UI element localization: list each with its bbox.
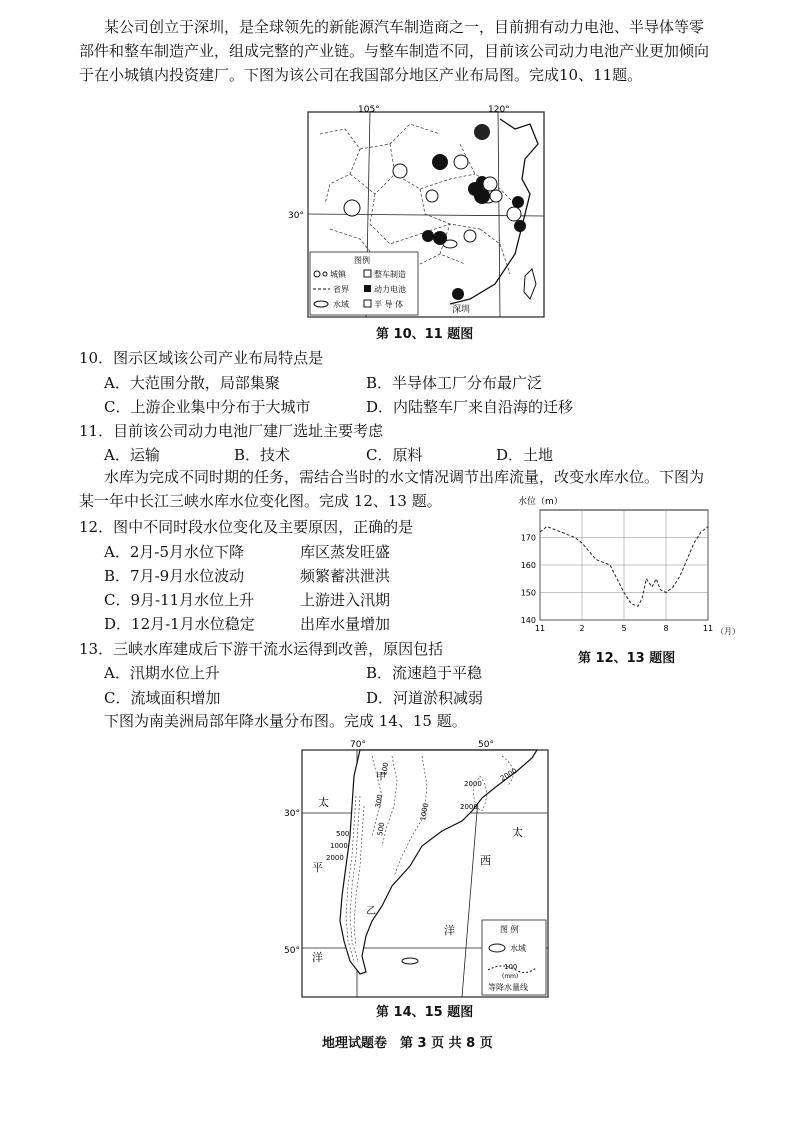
q12-option-b: B．7月-9月水位波动 [104, 567, 245, 585]
q12-option-c-reason: 上游进入汛期 [300, 591, 391, 609]
q10-option-d: D．内陆整车厂来自沿海的迁移 [366, 398, 574, 416]
map2-legend-water: 水域 [510, 944, 526, 953]
q10-option-a: A．大范围分散，局部集聚 [104, 374, 280, 392]
q13-option-a: A．汛期水位上升 [104, 664, 220, 682]
q13-option-b: B．流速趋于平稳 [366, 664, 483, 682]
intro-line-3: 于在小城镇内投资建厂。下图为该公司在我国部分地区产业布局图。完成10、11题。 [79, 66, 643, 84]
chart-y-tick: 140 [520, 616, 536, 625]
q13-stem: 13．三峡水库建成后下游干流水运得到改善，原因包括 [79, 640, 444, 658]
chart-x-tick: 11 [534, 624, 546, 633]
q12-option-a-reason: 库区蒸发旺盛 [300, 543, 391, 561]
q11-option-d: D．土地 [496, 446, 554, 464]
q12-option-a: A．2月-5月水位下降 [104, 543, 244, 561]
map2-caption: 第 14、15 题图 [376, 1005, 474, 1020]
map2-legend-iso: 等降水量线 [488, 983, 528, 992]
map1-lon-right: 120° [488, 105, 510, 115]
intro-line-1: 某公司创立于深圳，是全球领先的新能源汽车制造商之一，目前拥有动力电池、半导体等零 [104, 18, 705, 36]
map2-legend-iso-num: 100 [504, 963, 518, 971]
q13-option-c: C．流域面积增加 [104, 689, 221, 707]
chart-ylabel: 水位（m） [518, 497, 563, 507]
chart-x-tick: 8 [663, 624, 669, 633]
q12-option-c: C．9月-11月水位上升 [104, 591, 255, 609]
map2-lat-bottom: 50° [284, 946, 300, 956]
q11-option-a: A．运输 [104, 446, 160, 464]
map2-legend-iso-unit: (mm) [502, 973, 519, 980]
q10-stem: 10．图示区域该公司产业布局特点是 [79, 349, 324, 367]
map2-iso-2000d: 2000 [499, 766, 519, 783]
map2-lon-left: 70° [350, 740, 366, 750]
chart-x-tick: 5 [621, 624, 627, 633]
map2-xi: 西 [480, 854, 491, 867]
map2-iso-500b: 500 [336, 830, 350, 838]
water-level-chart [508, 492, 740, 642]
map1-legend-semi: 半 导 体 [374, 300, 404, 309]
map2-iso-300: 300 [374, 793, 385, 809]
map2-iso-2000c: 2000 [326, 854, 344, 862]
map2-ping: 平 [312, 861, 323, 874]
map2-iso-1000: 1000 [419, 802, 431, 822]
q12-option-d-reason: 出库水量增加 [300, 615, 391, 633]
south-america-map [282, 736, 558, 1004]
chart-xlabel: （月） [716, 627, 740, 636]
chart-y-tick: 150 [520, 588, 536, 598]
q12-option-d: D．12月-1月水位稳定 [104, 615, 255, 633]
map1-legend-title: 图例 [354, 256, 370, 265]
intro3: 下图为南美洲局部年降水量分布图。完成 14、15 题。 [104, 712, 467, 730]
map2-iso-2000b: 2000 [460, 803, 478, 811]
q13-option-d: D．河道淤积减弱 [366, 689, 484, 707]
q10-option-b: B．半导体工厂分布最广泛 [366, 374, 543, 392]
map1-legend-battery: 动力电池 [374, 285, 406, 294]
intro-line-2: 部件和整车制造产业，组成完整的产业链。与整车制造不同，目前该公司动力电池产业更加倾向 [79, 42, 710, 60]
q11-option-c: C．原料 [366, 446, 423, 464]
map2-tai2: 太 [512, 826, 523, 839]
q12-option-b-reason: 频繁蓄洪泄洪 [300, 567, 391, 585]
map1-legend-water: 水域 [333, 300, 349, 309]
map1-legend-vehicle: 整车制造 [374, 270, 406, 279]
chart-y-tick: 160 [520, 561, 536, 570]
map2-legend-title: 图 例 [500, 925, 519, 934]
map1-caption: 第 10、11 题图 [376, 327, 474, 342]
chart-x-tick: 11 [702, 624, 714, 633]
map1-legend-boundary: 省界 [333, 285, 349, 294]
map2-iso-2000a: 2000 [464, 780, 482, 788]
map2-iso-500: 500 [376, 821, 387, 837]
map2-tai1: 太 [318, 796, 329, 809]
map2-lat-top: 30° [284, 809, 300, 819]
map2-yang2: 洋 [444, 924, 455, 937]
chart-x-tick: 2 [579, 624, 585, 633]
map2-lon-right: 50° [478, 740, 494, 750]
map1-lon-left: 105° [358, 105, 380, 115]
chart-caption: 第 12、13 题图 [578, 651, 676, 666]
intro2-line-2: 某一年中长江三峡水库水位变化图。完成 12、13 题。 [79, 492, 442, 510]
map2-iso-1000b: 1000 [330, 842, 348, 850]
map1-legend-town: 城镇 [330, 270, 346, 279]
intro2-line-1: 水库为完成不同时期的任务，需结合当时的水文情况调节出库流量，改变水库水位。下图为 [104, 468, 705, 486]
map1-lat: 30° [288, 211, 304, 221]
map2-yi: 乙 [366, 906, 376, 917]
map2-jia: 甲 [376, 772, 386, 783]
q11-stem: 11．目前该公司动力电池厂建厂选址主要考虑 [79, 422, 384, 440]
q11-option-b: B．技术 [234, 446, 291, 464]
map2-yang1: 洋 [312, 951, 323, 964]
q10-option-c: C．上游企业集中分布于大城市 [104, 398, 311, 416]
map2-iso-100: 100 [380, 761, 391, 777]
chart-y-tick: 170 [520, 533, 536, 543]
page-footer: 地理试题卷 第 3 页 共 8 页 [322, 1036, 493, 1051]
q12-stem: 12．图中不同时段水位变化及主要原因，正确的是 [79, 518, 414, 536]
map1-shenzhen: 深圳 [452, 305, 471, 315]
industry-map [288, 104, 550, 324]
